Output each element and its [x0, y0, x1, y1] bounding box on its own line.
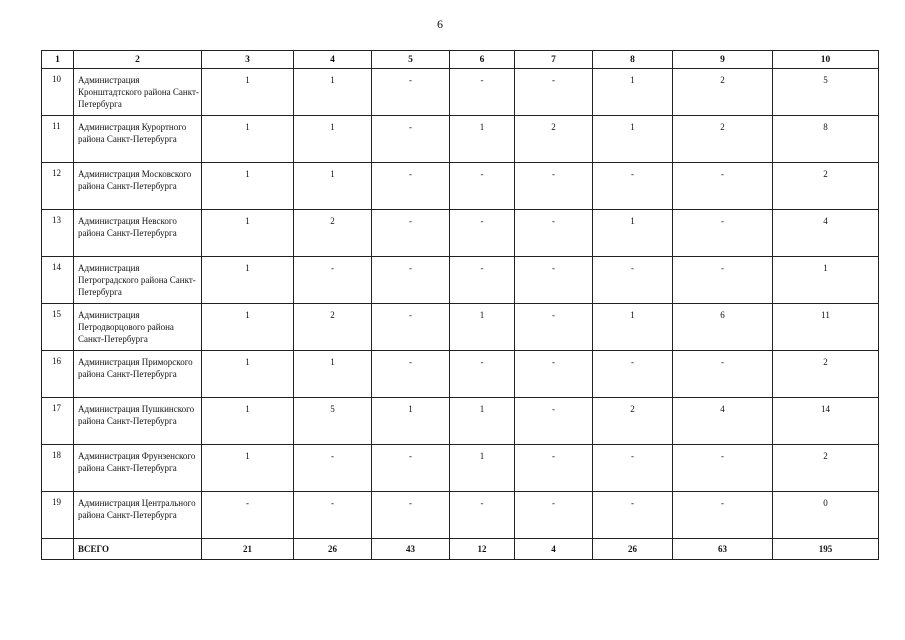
cell-value: -	[593, 257, 673, 304]
cell-value: 2	[515, 116, 593, 163]
total-row	[42, 539, 879, 560]
district-name: Администрация Центрального района Санкт-Петербурга	[74, 492, 202, 539]
cell-value: -	[372, 304, 450, 351]
table-row	[42, 351, 879, 398]
cell-value: 2	[773, 163, 879, 210]
cell-value: -	[593, 351, 673, 398]
cell-value: -	[372, 445, 450, 492]
cell-value: -	[673, 492, 773, 539]
cell-value: -	[515, 69, 593, 116]
cell-value: 1	[202, 163, 294, 210]
district-name: Администрация Невского района Санкт-Петербурга	[74, 210, 202, 257]
cell-value: 1	[202, 116, 294, 163]
cell-value: 1	[294, 69, 372, 116]
cell-value: 1	[202, 445, 294, 492]
page-number: 6	[437, 17, 443, 31]
cell-value: 0	[773, 492, 879, 539]
row-number: 19	[42, 492, 74, 539]
column-header: 3	[202, 51, 294, 69]
row-number: 11	[42, 116, 74, 163]
cell-value: -	[450, 163, 515, 210]
cell-value: -	[515, 257, 593, 304]
table-row	[42, 445, 879, 492]
table-row	[42, 69, 879, 116]
cell-value: -	[673, 163, 773, 210]
cell-value: -	[515, 163, 593, 210]
cell-value: -	[593, 445, 673, 492]
cell-value: -	[515, 445, 593, 492]
table-row	[42, 163, 879, 210]
row-number: 14	[42, 257, 74, 304]
total-value: 195	[773, 539, 879, 560]
cell-value: -	[515, 351, 593, 398]
column-header: 2	[74, 51, 202, 69]
table-row	[42, 398, 879, 445]
cell-value: -	[673, 445, 773, 492]
cell-value: 2	[773, 351, 879, 398]
cell-value: -	[515, 492, 593, 539]
table-row	[42, 116, 879, 163]
cell-value: 1	[294, 351, 372, 398]
row-number: 18	[42, 445, 74, 492]
cell-value: -	[372, 492, 450, 539]
cell-value: 1	[294, 116, 372, 163]
cell-value: -	[450, 210, 515, 257]
table-row	[42, 257, 879, 304]
district-name: Администрация Петродворцового района Санкт-Петербурга	[74, 304, 202, 351]
total-value: 43	[372, 539, 450, 560]
district-name: Администрация Московского района Санкт-Петербурга	[74, 163, 202, 210]
cell-value: -	[294, 492, 372, 539]
column-header: 7	[515, 51, 593, 69]
cell-value: -	[593, 163, 673, 210]
cell-value: 1	[450, 398, 515, 445]
table-row	[42, 492, 879, 539]
column-header: 1	[42, 51, 74, 69]
cell-value: 2	[294, 304, 372, 351]
cell-value: -	[372, 210, 450, 257]
cell-value: 1	[450, 304, 515, 351]
total-empty-cell	[42, 539, 74, 560]
row-number: 15	[42, 304, 74, 351]
cell-value: 5	[773, 69, 879, 116]
cell-value: 14	[773, 398, 879, 445]
total-label: ВСЕГО	[74, 539, 202, 560]
total-value: 12	[450, 539, 515, 560]
cell-value: -	[450, 351, 515, 398]
row-number: 10	[42, 69, 74, 116]
cell-value: 1	[593, 116, 673, 163]
cell-value: -	[372, 69, 450, 116]
cell-value: 1	[593, 304, 673, 351]
cell-value: 1	[202, 257, 294, 304]
total-value: 26	[593, 539, 673, 560]
district-name: Администрация Курортного района Санкт-Петербурга	[74, 116, 202, 163]
column-header: 10	[773, 51, 879, 69]
row-number: 17	[42, 398, 74, 445]
cell-value: 2	[773, 445, 879, 492]
cell-value: -	[372, 163, 450, 210]
cell-value: 2	[593, 398, 673, 445]
cell-value: 1	[202, 398, 294, 445]
cell-value: -	[673, 351, 773, 398]
cell-value: -	[593, 492, 673, 539]
cell-value: 1	[202, 69, 294, 116]
cell-value: 1	[773, 257, 879, 304]
district-table	[41, 50, 879, 560]
table-row	[42, 304, 879, 351]
cell-value: -	[294, 445, 372, 492]
total-value: 63	[673, 539, 773, 560]
district-name: Администрация Кронштадтского района Санкт-Петербурга	[74, 69, 202, 116]
cell-value: -	[372, 116, 450, 163]
row-number: 16	[42, 351, 74, 398]
cell-value: -	[515, 210, 593, 257]
column-header: 6	[450, 51, 515, 69]
cell-value: -	[294, 257, 372, 304]
total-value: 4	[515, 539, 593, 560]
cell-value: 1	[202, 351, 294, 398]
cell-value: 2	[673, 116, 773, 163]
cell-value: 5	[294, 398, 372, 445]
cell-value: 1	[202, 210, 294, 257]
cell-value: -	[450, 69, 515, 116]
cell-value: 1	[450, 445, 515, 492]
cell-value: 1	[294, 163, 372, 210]
cell-value: 1	[593, 210, 673, 257]
table-row	[42, 210, 879, 257]
cell-value: 4	[773, 210, 879, 257]
cell-value: 1	[450, 116, 515, 163]
column-header: 8	[593, 51, 673, 69]
cell-value: 11	[773, 304, 879, 351]
row-number: 12	[42, 163, 74, 210]
cell-value: 8	[773, 116, 879, 163]
cell-value: -	[202, 492, 294, 539]
cell-value: -	[372, 257, 450, 304]
column-header: 5	[372, 51, 450, 69]
cell-value: -	[372, 351, 450, 398]
cell-value: 6	[673, 304, 773, 351]
cell-value: 1	[202, 304, 294, 351]
total-value: 21	[202, 539, 294, 560]
cell-value: -	[450, 257, 515, 304]
cell-value: -	[515, 398, 593, 445]
cell-value: 4	[673, 398, 773, 445]
column-header: 4	[294, 51, 372, 69]
cell-value: -	[515, 304, 593, 351]
cell-value: 2	[673, 69, 773, 116]
district-name: Администрация Петроградского района Санкт-Петербурга	[74, 257, 202, 304]
row-number: 13	[42, 210, 74, 257]
cell-value: -	[450, 492, 515, 539]
cell-value: -	[673, 257, 773, 304]
header-row	[42, 51, 879, 69]
column-header: 9	[673, 51, 773, 69]
district-name: Администрация Приморского района Санкт-Петербурга	[74, 351, 202, 398]
cell-value: -	[673, 210, 773, 257]
total-value: 26	[294, 539, 372, 560]
cell-value: 1	[593, 69, 673, 116]
district-name: Администрация Пушкинского района Санкт-Петербурга	[74, 398, 202, 445]
cell-value: 1	[372, 398, 450, 445]
cell-value: 2	[294, 210, 372, 257]
district-name: Администрация Фрунзенского района Санкт-Петербурга	[74, 445, 202, 492]
